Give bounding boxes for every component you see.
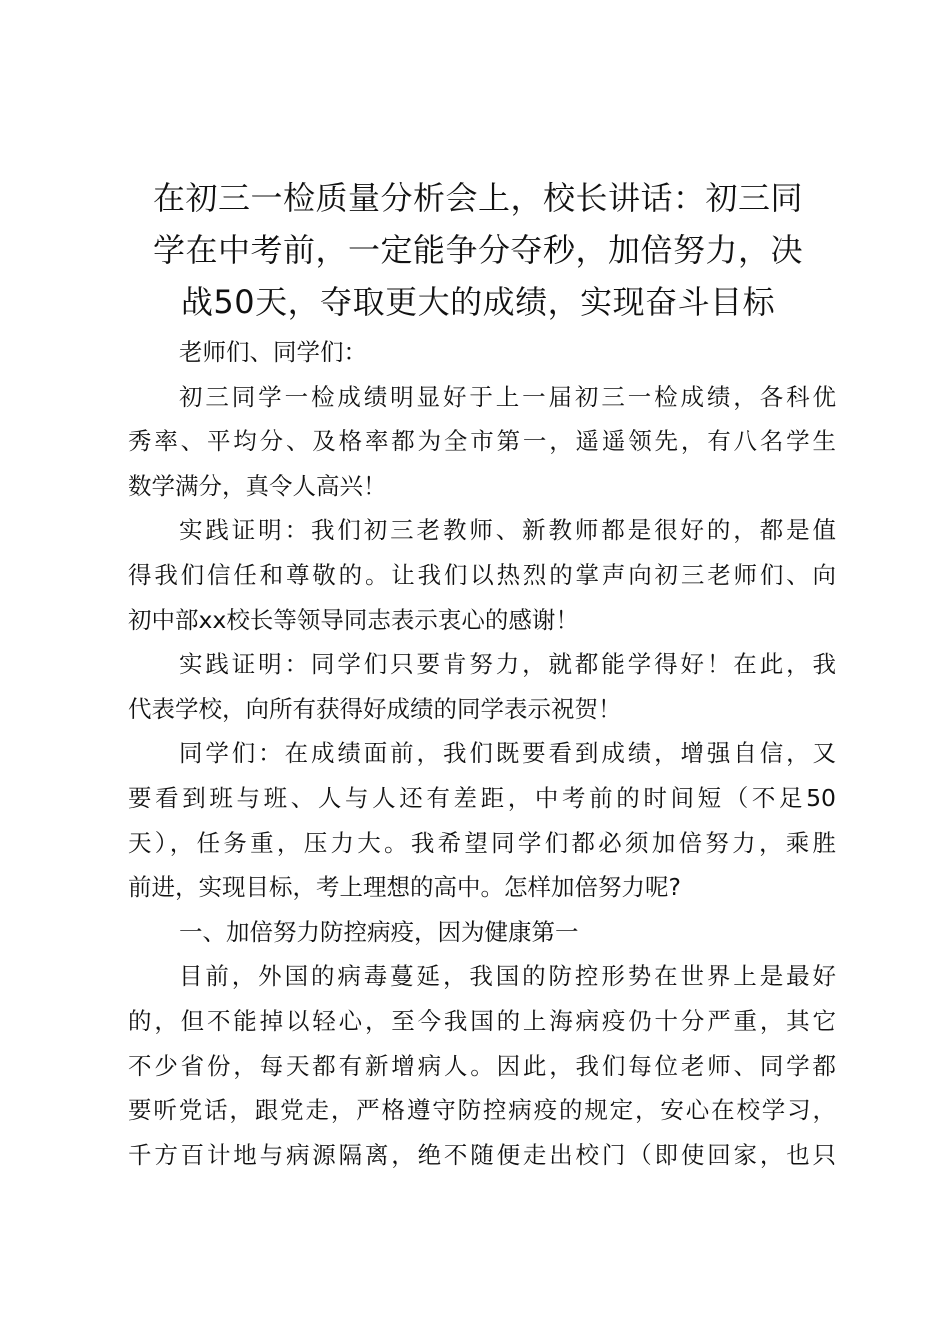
text-line: 初中部xx校长等领导同志表示衷心的感谢！ [128, 605, 579, 634]
text-line: 天），任务重，压力大。我希望同学们都必须加倍努力，乘胜 [128, 828, 836, 857]
document-body [128, 330, 836, 1177]
text-line: 老师们、同学们： [179, 338, 367, 366]
text-line: 秀率、平均分、及格率都为全市第一，遥遥领先，有八名学生 [128, 427, 836, 456]
text-line: 得我们信任和尊敬的。让我们以热烈的掌声向初三老师们、向 [128, 560, 836, 589]
title-line: 学在中考前，一定能争分夺秒，加倍努力，决 [152, 231, 803, 269]
text-line: 数学满分，真令人高兴！ [128, 471, 387, 500]
body-paragraph [128, 642, 836, 731]
text-line: 不少省份，每天都有新增病人。因此，我们每位老师、同学都 [128, 1051, 836, 1080]
text-line: 一、加倍努力防控病疫，因为健康第一 [179, 917, 579, 946]
section-heading [128, 910, 836, 955]
text-line: 初三同学一检成绩明显好于上一届初三一检成绩，各科优 [179, 382, 836, 411]
text-line: 同学们：在成绩面前，我们既要看到成绩，增强自信，又 [179, 739, 836, 768]
document-title [120, 172, 836, 328]
body-paragraph [128, 508, 836, 642]
title-line: 在初三一检质量分析会上，校长讲话：初三同 [152, 179, 803, 217]
text-line: 千方百计地与病源隔离，绝不随便走出校门（即使回家，也只 [128, 1140, 836, 1169]
text-line: 目前，外国的病毒蔓延，我国的防控形势在世界上是最好 [179, 962, 836, 991]
text-line: 实践证明：我们初三老教师、新教师都是很好的，都是值 [179, 516, 836, 545]
text-line: 要听党话，跟党走，严格遵守防控病疫的规定，安心在校学习， [128, 1096, 836, 1125]
body-paragraph [128, 731, 836, 909]
body-paragraph [128, 375, 836, 509]
text-line: 实践证明：同学们只要肯努力，就都能学得好！在此，我 [179, 650, 836, 679]
title-line: 战50天，夺取更大的成绩，实现奋斗目标 [180, 283, 776, 321]
text-line: 要看到班与班、人与人还有差距，中考前的时间短（不足50 [128, 783, 836, 812]
text-line: 代表学校，向所有获得好成绩的同学表示祝贺！ [128, 694, 622, 723]
text-line: 的，但不能掉以轻心，至今我国的上海病疫仍十分严重，其它 [128, 1006, 836, 1035]
text-line: 前进，实现目标，考上理想的高中。怎样加倍努力呢? [128, 873, 681, 902]
greeting-paragraph [128, 330, 836, 375]
body-paragraph [128, 954, 836, 1177]
